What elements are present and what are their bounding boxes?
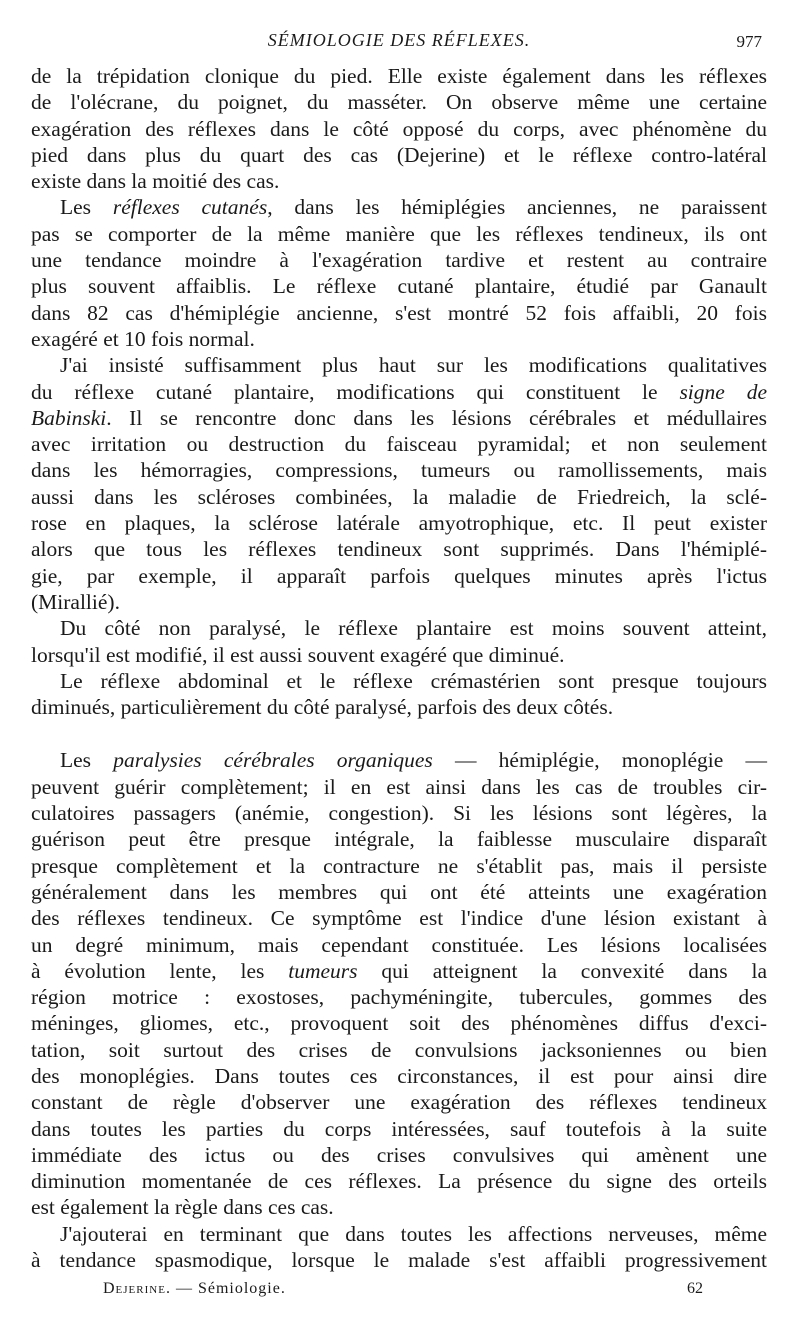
text-line: diminution momentanée de ces réflexes. La présence du signe des orteils — [31, 1169, 767, 1194]
text-line: (Mirallié). — [31, 589, 120, 614]
text-line: dans les hémorragies, compressions, tumeurs ou ramollissements, mais — [31, 458, 767, 483]
signature-mark: 62 — [687, 1280, 703, 1297]
text-line: J'ajouterai en terminant que dans toutes les affections nerveuses, même — [60, 1221, 767, 1246]
text-line: est également la règle dans ces cas. — [31, 1195, 334, 1220]
footer-dash: — — [175, 1280, 193, 1297]
text-line: des monoplégies. Dans toutes ces circonstances, il est pour ainsi dire — [31, 1063, 767, 1088]
text-line: de l'olécrane, du poignet, du masséter. On observe même une certaine — [31, 90, 767, 115]
text-line: du réflexe cutané plantaire, modifications qui constituent le signe de — [31, 379, 767, 404]
text-line: aussi dans les scléroses combinées, la maladie de Friedreich, la sclé- — [31, 484, 767, 509]
text-line: à évolution lente, les tumeurs qui atteignent la convexité dans la — [31, 958, 768, 983]
footer-work: Sémiologie. — [197, 1280, 286, 1297]
text-line: pied dans plus du quart des cas (Dejerine) et le réflexe contro-latéral — [31, 142, 767, 167]
text-line: de la trépidation clonique du pied. Elle existe également dans les réflexes — [31, 64, 767, 88]
footer-citation: Dejerine. — Sémiologie. — [103, 1280, 286, 1297]
page-number: 977 — [736, 32, 762, 51]
running-title: SÉMIOLOGIE DES RÉFLEXES. — [267, 30, 531, 50]
text-line: plus souvent affaiblis. Le réflexe cutané plantaire, étudié par Ganault — [31, 274, 767, 299]
text-line: méninges, gliomes, etc., provoquent soit des phénomènes diffus d'exci- — [31, 1011, 767, 1036]
text-line: existe dans la moitié des cas. — [31, 169, 280, 194]
text-line: gie, par exemple, il apparaît parfois quelques minutes après l'ictus — [31, 563, 767, 588]
body-text — [31, 63, 767, 1273]
text-line: tation, soit surtout des crises de convulsions jacksoniennes ou bien — [31, 1037, 767, 1062]
text-line: généralement dans les membres qui ont été atteints une exagération — [31, 879, 767, 904]
text-line: presque complètement et la contracture ne s'établit pas, mais il persiste — [31, 853, 767, 878]
text-line: à tendance spasmodique, lorsque le malade s'est affaibli progressivement — [31, 1248, 767, 1273]
text-line: dans toutes les parties du corps intéressées, sauf toutefois à la suite — [31, 1116, 767, 1141]
text-line: Les réflexes cutanés, dans les hémiplégies anciennes, ne paraissent — [60, 195, 767, 220]
page-header — [30, 30, 768, 54]
text-line: rose en plaques, la sclérose latérale amyotrophique, etc. Il peut exister — [31, 511, 767, 536]
text-line: immédiate des ictus ou des crises convulsives qui amènent une — [31, 1142, 767, 1167]
text-line: un degré minimum, mais cependant constituée. Les lésions localisées — [31, 932, 767, 957]
text-line: alors que tous les réflexes tendineux sont supprimés. Dans l'hémiplé- — [31, 537, 767, 562]
text-line: pas se comporter de la même manière que les réflexes tendineux, ils ont — [31, 221, 767, 246]
text-line: Les paralysies cérébrales organiques — hémiplégie, monoplégie — — [60, 748, 767, 773]
text-line: Babinski. Il se rencontre donc dans les lésions cérébrales et médullaires — [31, 405, 767, 430]
text-line: peuvent guérir complètement; il en est ainsi dans les cas de troubles cir- — [31, 774, 767, 799]
text-line: guérison peut être presque intégrale, la faiblesse musculaire disparaît — [31, 827, 767, 852]
text-line: Du côté non paralysé, le réflexe plantaire est moins souvent atteint, — [60, 616, 767, 641]
text-line: Le réflexe abdominal et le réflexe crémastérien sont presque toujours — [60, 668, 767, 693]
text-line: des réflexes tendineux. Ce symptôme est l'indice d'une lésion existant à — [31, 906, 767, 931]
section-gap — [31, 720, 767, 747]
text-line: culatoires passagers (anémie, congestion). Si les lésions sont légères, la — [31, 801, 767, 826]
footer-author: Dejerine — [103, 1280, 166, 1297]
text-line: région motrice : exostoses, pachyméningite, tubercules, gommes des — [31, 985, 767, 1010]
text-line: une tendance moindre à l'exagération tardive et restent au contraire — [31, 248, 767, 273]
text-line: avec irritation ou destruction du faisceau pyramidal; et non seulement — [31, 432, 767, 457]
text-line: constant de règle d'observer une exagération des réflexes tendineux — [31, 1090, 767, 1115]
text-line: diminués, particulièrement du côté paralysé, parfois des deux côtés. — [31, 695, 614, 720]
text-line: dans 82 cas d'hémiplégie ancienne, s'est montré 52 fois affaibli, 20 fois — [31, 300, 767, 325]
text-line: exagéré et 10 fois normal. — [31, 326, 255, 351]
text-line: lorsqu'il est modifié, il est aussi souvent exagéré que diminué. — [31, 642, 565, 667]
page-footer — [103, 1280, 703, 1304]
text-line: exagération des réflexes dans le côté opposé du corps, avec phénomène du — [31, 116, 767, 141]
text-line: J'ai insisté suffisamment plus haut sur les modifications qualitatives — [60, 353, 767, 378]
